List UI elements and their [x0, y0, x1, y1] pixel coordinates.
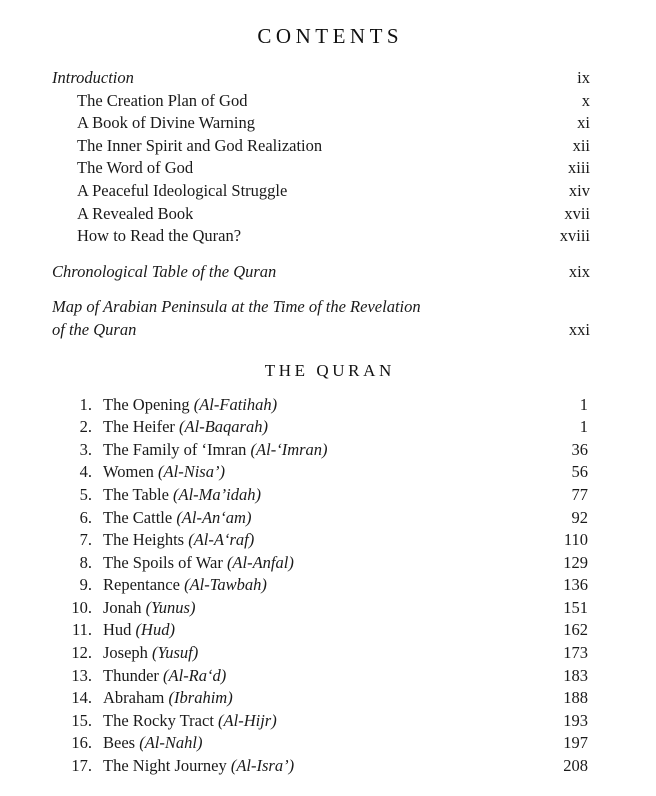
toc-entry-page-number: xviii	[559, 226, 590, 246]
surah-title	[103, 439, 328, 462]
surah-title-transliteration: (Al-Tawbah)	[184, 575, 267, 595]
surah-title	[103, 755, 294, 778]
surah-title	[103, 619, 175, 642]
surah-title-transliteration: (Yunus)	[145, 597, 196, 617]
surah-number: 8.	[79, 552, 92, 572]
toc-entry[interactable]	[0, 135, 656, 158]
toc-entry[interactable]	[0, 157, 656, 180]
surah-entry[interactable]	[0, 732, 656, 755]
surah-title-english: Jonah	[103, 597, 142, 617]
surah-number: 3.	[79, 439, 92, 459]
surah-title-english: Hud	[103, 620, 132, 640]
surah-title-english: The Family of ʻImran	[103, 439, 247, 459]
surah-number: 13.	[71, 665, 92, 685]
toc-entry[interactable]	[0, 90, 656, 113]
toc-entry-page-number: xxi	[568, 319, 590, 339]
surah-number: 14.	[71, 688, 92, 708]
surah-page-number: 173	[563, 643, 588, 663]
surah-title-english: The Opening	[103, 394, 190, 414]
surah-page-number: 188	[563, 688, 588, 708]
surah-entry[interactable]	[0, 552, 656, 575]
surah-number: 5.	[79, 484, 92, 504]
surah-page-number: 1	[579, 394, 588, 414]
surah-title	[103, 461, 225, 484]
surah-page-number: 36	[571, 439, 588, 459]
surah-number: 17.	[71, 756, 92, 776]
toc-entry-label: A Book of Divine Warning	[77, 113, 256, 133]
surah-entry[interactable]	[0, 687, 656, 710]
surah-title-transliteration: (Al-Raʻd)	[163, 665, 227, 685]
surah-title	[103, 665, 226, 688]
surah-number: 6.	[79, 507, 92, 527]
toc-entry[interactable]	[0, 112, 656, 135]
surah-title-transliteration: (Al-Isra’)	[230, 756, 295, 776]
toc-entry-page-number: xix	[568, 261, 590, 281]
surah-number: 2.	[79, 417, 92, 437]
surah-entry[interactable]	[0, 665, 656, 688]
surah-title-english: The Night Journey	[103, 756, 227, 776]
surah-list	[0, 394, 656, 778]
surah-number: 12.	[71, 643, 92, 663]
toc-entry-page-number: x	[581, 90, 590, 110]
surah-title-english: The Rocky Tract	[103, 710, 214, 730]
toc-entry-label: A Peaceful Ideological Struggle	[77, 180, 288, 200]
surah-page-number: 136	[563, 575, 588, 595]
surah-title	[103, 416, 268, 439]
toc-entry-label: Chronological Table of the Quran	[52, 261, 277, 281]
surah-title-english: Joseph	[103, 643, 148, 663]
toc-entry-page-number: xii	[572, 135, 590, 155]
surah-entry[interactable]	[0, 642, 656, 665]
surah-entry[interactable]	[0, 710, 656, 733]
surah-title-transliteration: (Al-Fatihah)	[193, 394, 278, 414]
surah-page-number: 193	[563, 710, 588, 730]
surah-number: 16.	[71, 733, 92, 753]
surah-entry[interactable]	[0, 755, 656, 778]
surah-number: 7.	[79, 530, 92, 550]
surah-title-english: Abraham	[103, 688, 165, 708]
surah-page-number: 1	[579, 417, 588, 437]
surah-title-transliteration: (Yusuf)	[152, 643, 199, 663]
surah-entry[interactable]	[0, 461, 656, 484]
surah-number: 4.	[79, 462, 92, 482]
section-heading-the-quran: THE QURAN	[264, 360, 395, 380]
surah-title	[103, 574, 267, 597]
surah-number: 15.	[71, 710, 92, 730]
surah-title-transliteration: (Al-Aʻraf)	[188, 530, 255, 550]
surah-title	[103, 394, 277, 417]
surah-title	[103, 710, 277, 733]
surah-title	[103, 642, 198, 665]
surah-page-number: 162	[563, 620, 588, 640]
toc-entry[interactable]	[0, 296, 656, 341]
surah-title-transliteration: (Al-Anfal)	[226, 552, 294, 572]
surah-title	[103, 507, 251, 530]
frontmatter-list	[0, 67, 656, 342]
surah-entry[interactable]	[0, 416, 656, 439]
surah-title-english: The Table	[103, 484, 169, 504]
surah-title-english: The Heights	[103, 530, 185, 550]
surah-title-transliteration: (Al-ʻImran)	[250, 439, 328, 459]
surah-title-english: Repentance	[103, 575, 180, 595]
surah-title	[103, 529, 254, 552]
surah-title-english: Bees	[103, 733, 136, 753]
toc-entry-page-number: xiv	[568, 180, 590, 200]
surah-number: 9.	[79, 575, 92, 595]
surah-title	[103, 687, 233, 710]
surah-title-transliteration: (Al-Hijr)	[218, 710, 277, 730]
surah-title-english: The Spoils of War	[103, 552, 223, 572]
toc-entry-page-number: xiii	[567, 158, 590, 178]
page-title: CONTENTS	[257, 24, 404, 48]
surah-title-transliteration: (Al-Nisa’)	[158, 462, 225, 482]
toc-entry-page-number: xi	[577, 113, 590, 133]
surah-entry[interactable]	[0, 484, 656, 507]
surah-title-english: Thunder	[103, 665, 159, 685]
surah-title-transliteration: (Al-Baqarah)	[179, 417, 268, 437]
surah-entry[interactable]	[0, 619, 656, 642]
surah-page-number: 92	[571, 507, 588, 527]
surah-title-english: The Heifer	[103, 417, 175, 437]
toc-entry[interactable]	[0, 180, 656, 203]
surah-entry[interactable]	[0, 507, 656, 530]
toc-entry-label: Map of Arabian Peninsula at the Time of the Revelation of the Quran	[52, 297, 421, 339]
surah-page-number: 197	[563, 733, 588, 753]
surah-page-number: 110	[563, 530, 588, 550]
surah-title-transliteration: (Al-Anʻam)	[176, 507, 252, 527]
surah-number: 10.	[71, 597, 92, 617]
toc-entry-page-number: ix	[577, 68, 590, 87]
surah-title-transliteration: (Ibrahim)	[168, 688, 233, 708]
surah-entry[interactable]	[0, 439, 656, 462]
surah-page-number: 56	[571, 462, 588, 482]
surah-title	[103, 597, 195, 620]
toc-entry[interactable]	[0, 203, 656, 226]
toc-entry-label: The Inner Spirit and God Realization	[77, 135, 323, 155]
surah-title-english: The Cattle	[103, 507, 173, 527]
toc-entry[interactable]	[0, 225, 656, 248]
surah-page-number: 183	[563, 665, 588, 685]
surah-title-transliteration: (Al-Nahl)	[139, 733, 203, 753]
surah-title	[103, 552, 294, 575]
surah-number: 1.	[79, 394, 92, 414]
surah-page-number: 77	[571, 484, 588, 504]
surah-title-transliteration: (Al-Ma’idah)	[173, 484, 261, 504]
surah-page-number: 151	[563, 597, 588, 617]
toc-entry[interactable]	[0, 67, 656, 90]
surah-title	[103, 484, 261, 507]
toc-entry-label: Introduction	[52, 68, 134, 87]
surah-page-number: 129	[563, 552, 588, 572]
toc-entry[interactable]	[0, 261, 656, 284]
surah-number: 11.	[71, 620, 92, 640]
surah-title	[103, 732, 202, 755]
surah-title-english: Women	[103, 462, 154, 482]
toc-entry-label: The Word of God	[77, 158, 194, 178]
surah-entry[interactable]	[0, 597, 656, 620]
toc-entry-label: A Revealed Book	[77, 203, 194, 223]
toc-entry-label: How to Read the Quran?	[77, 226, 242, 246]
surah-page-number: 208	[563, 756, 588, 776]
surah-title-transliteration: (Hud)	[135, 620, 175, 640]
toc-entry-page-number: xvii	[564, 203, 590, 223]
surah-entry[interactable]	[0, 394, 656, 417]
surah-entry[interactable]	[0, 574, 656, 597]
surah-entry[interactable]	[0, 529, 656, 552]
toc-entry-label: The Creation Plan of God	[77, 90, 248, 110]
